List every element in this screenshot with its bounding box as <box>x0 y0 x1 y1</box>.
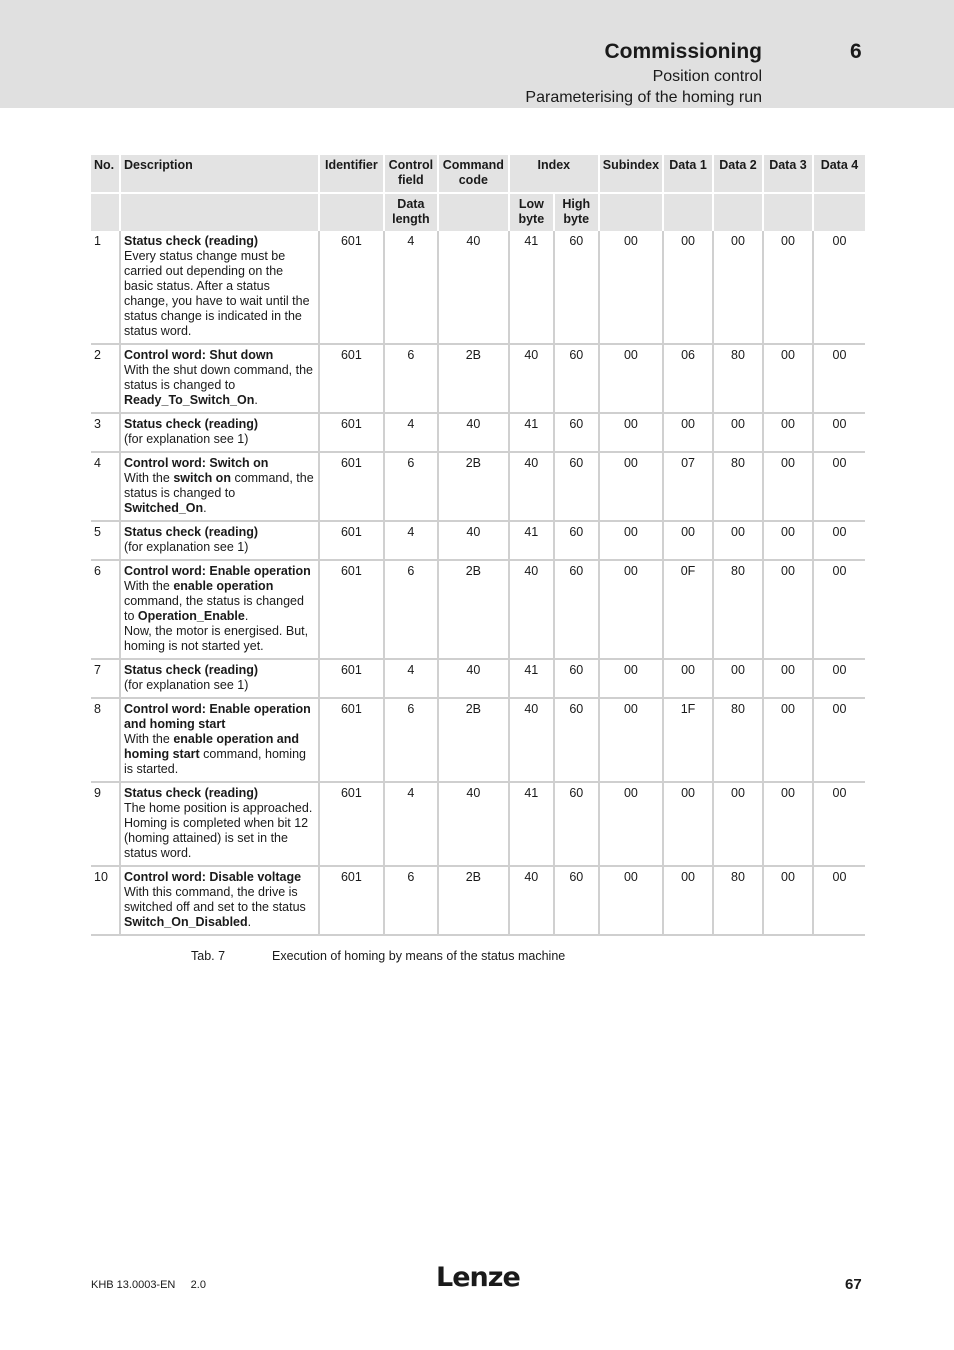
cell-high-byte: 60 <box>555 660 600 699</box>
cell-high-byte: 60 <box>555 345 600 414</box>
cell-data3: 00 <box>764 231 814 345</box>
cell-identifier: 601 <box>320 783 385 867</box>
cell-data4: 00 <box>814 453 865 522</box>
cell-command-code: 2B <box>439 561 510 660</box>
cell-data4: 00 <box>814 699 865 783</box>
cell-data-length: 4 <box>385 522 439 561</box>
cell-subindex: 00 <box>600 453 664 522</box>
bold-fragment: Switch_On_Disabled <box>123 915 248 929</box>
cell-subindex: 00 <box>600 231 664 345</box>
row-title: Status check (reading) <box>123 234 259 248</box>
header-empty <box>764 194 814 231</box>
header-description: Description <box>121 155 320 194</box>
table-row <box>91 699 865 783</box>
row-number: 4 <box>91 453 121 522</box>
row-number: 3 <box>91 414 121 453</box>
cell-data4: 00 <box>814 660 865 699</box>
cell-data-length: 6 <box>385 699 439 783</box>
cell-subindex: 00 <box>600 783 664 867</box>
cell-data3: 00 <box>764 699 814 783</box>
cell-identifier: 601 <box>320 867 385 936</box>
header-band <box>0 0 954 108</box>
row-text <box>124 363 315 408</box>
header-empty <box>320 194 385 231</box>
row-number: 6 <box>91 561 121 660</box>
cell-data3: 00 <box>764 660 814 699</box>
cell-data-length: 6 <box>385 867 439 936</box>
cell-data-length: 4 <box>385 231 439 345</box>
row-number: 7 <box>91 660 121 699</box>
section-title: Position control <box>652 68 762 85</box>
text-fragment: With the <box>123 579 174 593</box>
cell-command-code: 40 <box>439 660 510 699</box>
text-fragment: command, homing is started. <box>123 747 306 776</box>
homing-table <box>91 155 865 936</box>
caption-text: Execution of homing by means of the status machine <box>272 949 566 963</box>
row-number: 1 <box>91 231 121 345</box>
cell-low-byte: 41 <box>510 231 555 345</box>
cell-low-byte: 40 <box>510 699 555 783</box>
header-data-length: Data length <box>385 194 439 231</box>
row-description <box>121 453 320 522</box>
table-row <box>91 561 865 660</box>
text-fragment: . <box>244 609 249 623</box>
cell-data2: 00 <box>714 414 764 453</box>
cell-subindex: 00 <box>600 414 664 453</box>
cell-data1: 00 <box>664 414 714 453</box>
cell-subindex: 00 <box>600 561 664 660</box>
header-data1: Data 1 <box>664 155 714 194</box>
row-description <box>121 660 320 699</box>
chapter-title: Commissioning <box>604 40 762 63</box>
row-text: The home position is approached. Homing is completed when bit 12 (homing attained) is set in the status word. <box>123 801 313 860</box>
row-description <box>121 414 320 453</box>
text-fragment: With the <box>123 732 174 746</box>
cell-data2: 80 <box>714 345 764 414</box>
row-number: 10 <box>91 867 121 936</box>
cell-data1: 1F <box>664 699 714 783</box>
cell-high-byte: 60 <box>555 699 600 783</box>
cell-data1: 0F <box>664 561 714 660</box>
cell-identifier: 601 <box>320 231 385 345</box>
row-number: 5 <box>91 522 121 561</box>
cell-data1: 07 <box>664 453 714 522</box>
header-data3: Data 3 <box>764 155 814 194</box>
text-fragment: . <box>254 393 258 407</box>
cell-high-byte: 60 <box>555 414 600 453</box>
row-description <box>121 231 320 345</box>
text-fragment: With the <box>123 471 174 485</box>
header-data4: Data 4 <box>814 155 865 194</box>
header-subindex: Subindex <box>600 155 664 194</box>
text-fragment: command, the status is changed to <box>123 594 304 623</box>
cell-data3: 00 <box>764 345 814 414</box>
row-description <box>121 699 320 783</box>
row-title: Control word: Disable voltage <box>123 870 302 884</box>
row-title: Status check (reading) <box>123 786 259 800</box>
table-row <box>91 453 865 522</box>
header-empty <box>91 194 121 231</box>
cell-low-byte: 40 <box>510 345 555 414</box>
text-fragment: command, the status is changed to <box>123 471 314 500</box>
cell-high-byte: 60 <box>555 867 600 936</box>
header-empty <box>814 194 865 231</box>
cell-command-code: 40 <box>439 783 510 867</box>
cell-identifier: 601 <box>320 699 385 783</box>
bold-fragment: Ready_To_Switch_On <box>123 393 255 407</box>
header-no: No. <box>91 155 121 194</box>
cell-subindex: 00 <box>600 345 664 414</box>
cell-low-byte: 41 <box>510 660 555 699</box>
document-id: KHB 13.0003-EN 2.0 <box>91 1279 206 1291</box>
cell-data2: 00 <box>714 783 764 867</box>
cell-command-code: 2B <box>439 345 510 414</box>
cell-data3: 00 <box>764 414 814 453</box>
table-row <box>91 783 865 867</box>
header-low-byte: Low byte <box>510 194 555 231</box>
row-text: (for explanation see 1) <box>123 678 249 692</box>
row-title: Control word: Switch on <box>123 456 269 470</box>
cell-low-byte: 41 <box>510 414 555 453</box>
header-command-code: Command code <box>439 155 510 194</box>
row-number: 2 <box>91 345 121 414</box>
cell-data4: 00 <box>814 561 865 660</box>
table-row <box>91 660 865 699</box>
cell-data-length: 6 <box>385 561 439 660</box>
row-text <box>124 732 315 777</box>
cell-data2: 00 <box>714 660 764 699</box>
cell-data3: 00 <box>764 783 814 867</box>
text-fragment: . <box>203 501 207 515</box>
page-number: 67 <box>845 1276 862 1293</box>
cell-data4: 00 <box>814 522 865 561</box>
cell-subindex: 00 <box>600 699 664 783</box>
table-row <box>91 231 865 345</box>
row-text: Every status change must be carried out depending on the basic status. After a status change, you have to wait until the status change is indicated in the status word. <box>123 249 310 338</box>
cell-data3: 00 <box>764 867 814 936</box>
row-text <box>124 885 315 930</box>
cell-low-byte: 40 <box>510 561 555 660</box>
row-title: Status check (reading) <box>123 663 259 677</box>
row-title: Control word: Shut down <box>123 348 274 362</box>
cell-data1: 00 <box>664 867 714 936</box>
cell-data1: 06 <box>664 345 714 414</box>
cell-command-code: 40 <box>439 522 510 561</box>
cell-data2: 80 <box>714 561 764 660</box>
cell-data2: 00 <box>714 231 764 345</box>
cell-data4: 00 <box>814 414 865 453</box>
cell-data4: 00 <box>814 783 865 867</box>
row-description <box>121 561 320 660</box>
cell-high-byte: 60 <box>555 783 600 867</box>
cell-command-code: 40 <box>439 414 510 453</box>
header-empty <box>121 194 320 231</box>
cell-data-length: 4 <box>385 783 439 867</box>
header-high-byte: High byte <box>555 194 600 231</box>
header-data2: Data 2 <box>714 155 764 194</box>
header-identifier: Identifier <box>320 155 385 194</box>
cell-data2: 00 <box>714 522 764 561</box>
cell-data1: 00 <box>664 660 714 699</box>
cell-data4: 00 <box>814 867 865 936</box>
row-title: Status check (reading) <box>123 525 259 539</box>
chapter-number: 6 <box>850 40 862 63</box>
row-text: Now, the motor is energised. But, homing is not started yet. <box>123 624 309 653</box>
cell-command-code: 40 <box>439 231 510 345</box>
row-description <box>121 345 320 414</box>
lenze-logo: Lenze <box>436 1262 520 1293</box>
table-row <box>91 522 865 561</box>
cell-data4: 00 <box>814 231 865 345</box>
row-text <box>124 471 315 516</box>
cell-identifier: 601 <box>320 453 385 522</box>
table-caption <box>191 949 565 963</box>
cell-low-byte: 40 <box>510 867 555 936</box>
bold-fragment: enable operation <box>173 579 274 593</box>
caption-label: Tab. 7 <box>191 949 226 963</box>
text-fragment: With the shut down command, the status is changed to <box>123 363 313 392</box>
cell-data1: 00 <box>664 522 714 561</box>
cell-data-length: 6 <box>385 453 439 522</box>
subsection-title: Parameterising of the homing run <box>525 89 762 106</box>
header-empty <box>664 194 714 231</box>
row-title: Control word: Enable operation <box>123 564 311 578</box>
cell-data3: 00 <box>764 453 814 522</box>
cell-high-byte: 60 <box>555 561 600 660</box>
cell-high-byte: 60 <box>555 231 600 345</box>
cell-data1: 00 <box>664 783 714 867</box>
row-description <box>121 783 320 867</box>
cell-data2: 80 <box>714 699 764 783</box>
row-description <box>121 867 320 936</box>
cell-subindex: 00 <box>600 522 664 561</box>
cell-identifier: 601 <box>320 561 385 660</box>
row-description <box>121 522 320 561</box>
row-number: 9 <box>91 783 121 867</box>
cell-identifier: 601 <box>320 522 385 561</box>
cell-command-code: 2B <box>439 867 510 936</box>
bold-fragment: enable operation and homing start <box>123 732 300 761</box>
text-fragment: . <box>247 915 252 929</box>
cell-data-length: 4 <box>385 414 439 453</box>
cell-identifier: 601 <box>320 345 385 414</box>
cell-low-byte: 41 <box>510 783 555 867</box>
row-title: Status check (reading) <box>123 417 259 431</box>
row-title: Control word: Enable operation and homing start <box>123 702 311 731</box>
cell-high-byte: 60 <box>555 453 600 522</box>
cell-identifier: 601 <box>320 414 385 453</box>
cell-subindex: 00 <box>600 867 664 936</box>
cell-data2: 80 <box>714 453 764 522</box>
bold-fragment: switch on <box>173 471 231 485</box>
cell-data-length: 4 <box>385 660 439 699</box>
header-empty <box>714 194 764 231</box>
bold-fragment: Switched_On <box>123 501 204 515</box>
cell-subindex: 00 <box>600 660 664 699</box>
header-empty <box>439 194 510 231</box>
table-row <box>91 345 865 414</box>
cell-low-byte: 40 <box>510 453 555 522</box>
text-fragment: With this command, the drive is switched off and set to the status <box>123 885 306 914</box>
cell-high-byte: 60 <box>555 522 600 561</box>
cell-data2: 80 <box>714 867 764 936</box>
header-index: Index <box>510 155 600 194</box>
cell-data3: 00 <box>764 522 814 561</box>
table-row <box>91 414 865 453</box>
row-text: (for explanation see 1) <box>123 432 249 446</box>
row-text: (for explanation see 1) <box>123 540 249 554</box>
cell-data1: 00 <box>664 231 714 345</box>
cell-low-byte: 41 <box>510 522 555 561</box>
header-empty <box>600 194 664 231</box>
cell-identifier: 601 <box>320 660 385 699</box>
table-row <box>91 867 865 936</box>
row-text <box>124 579 315 624</box>
cell-data3: 00 <box>764 561 814 660</box>
row-number: 8 <box>91 699 121 783</box>
cell-data4: 00 <box>814 345 865 414</box>
cell-data-length: 6 <box>385 345 439 414</box>
cell-command-code: 2B <box>439 699 510 783</box>
bold-fragment: Operation_Enable <box>137 609 245 623</box>
header-control-field: Control field <box>385 155 439 194</box>
cell-command-code: 2B <box>439 453 510 522</box>
